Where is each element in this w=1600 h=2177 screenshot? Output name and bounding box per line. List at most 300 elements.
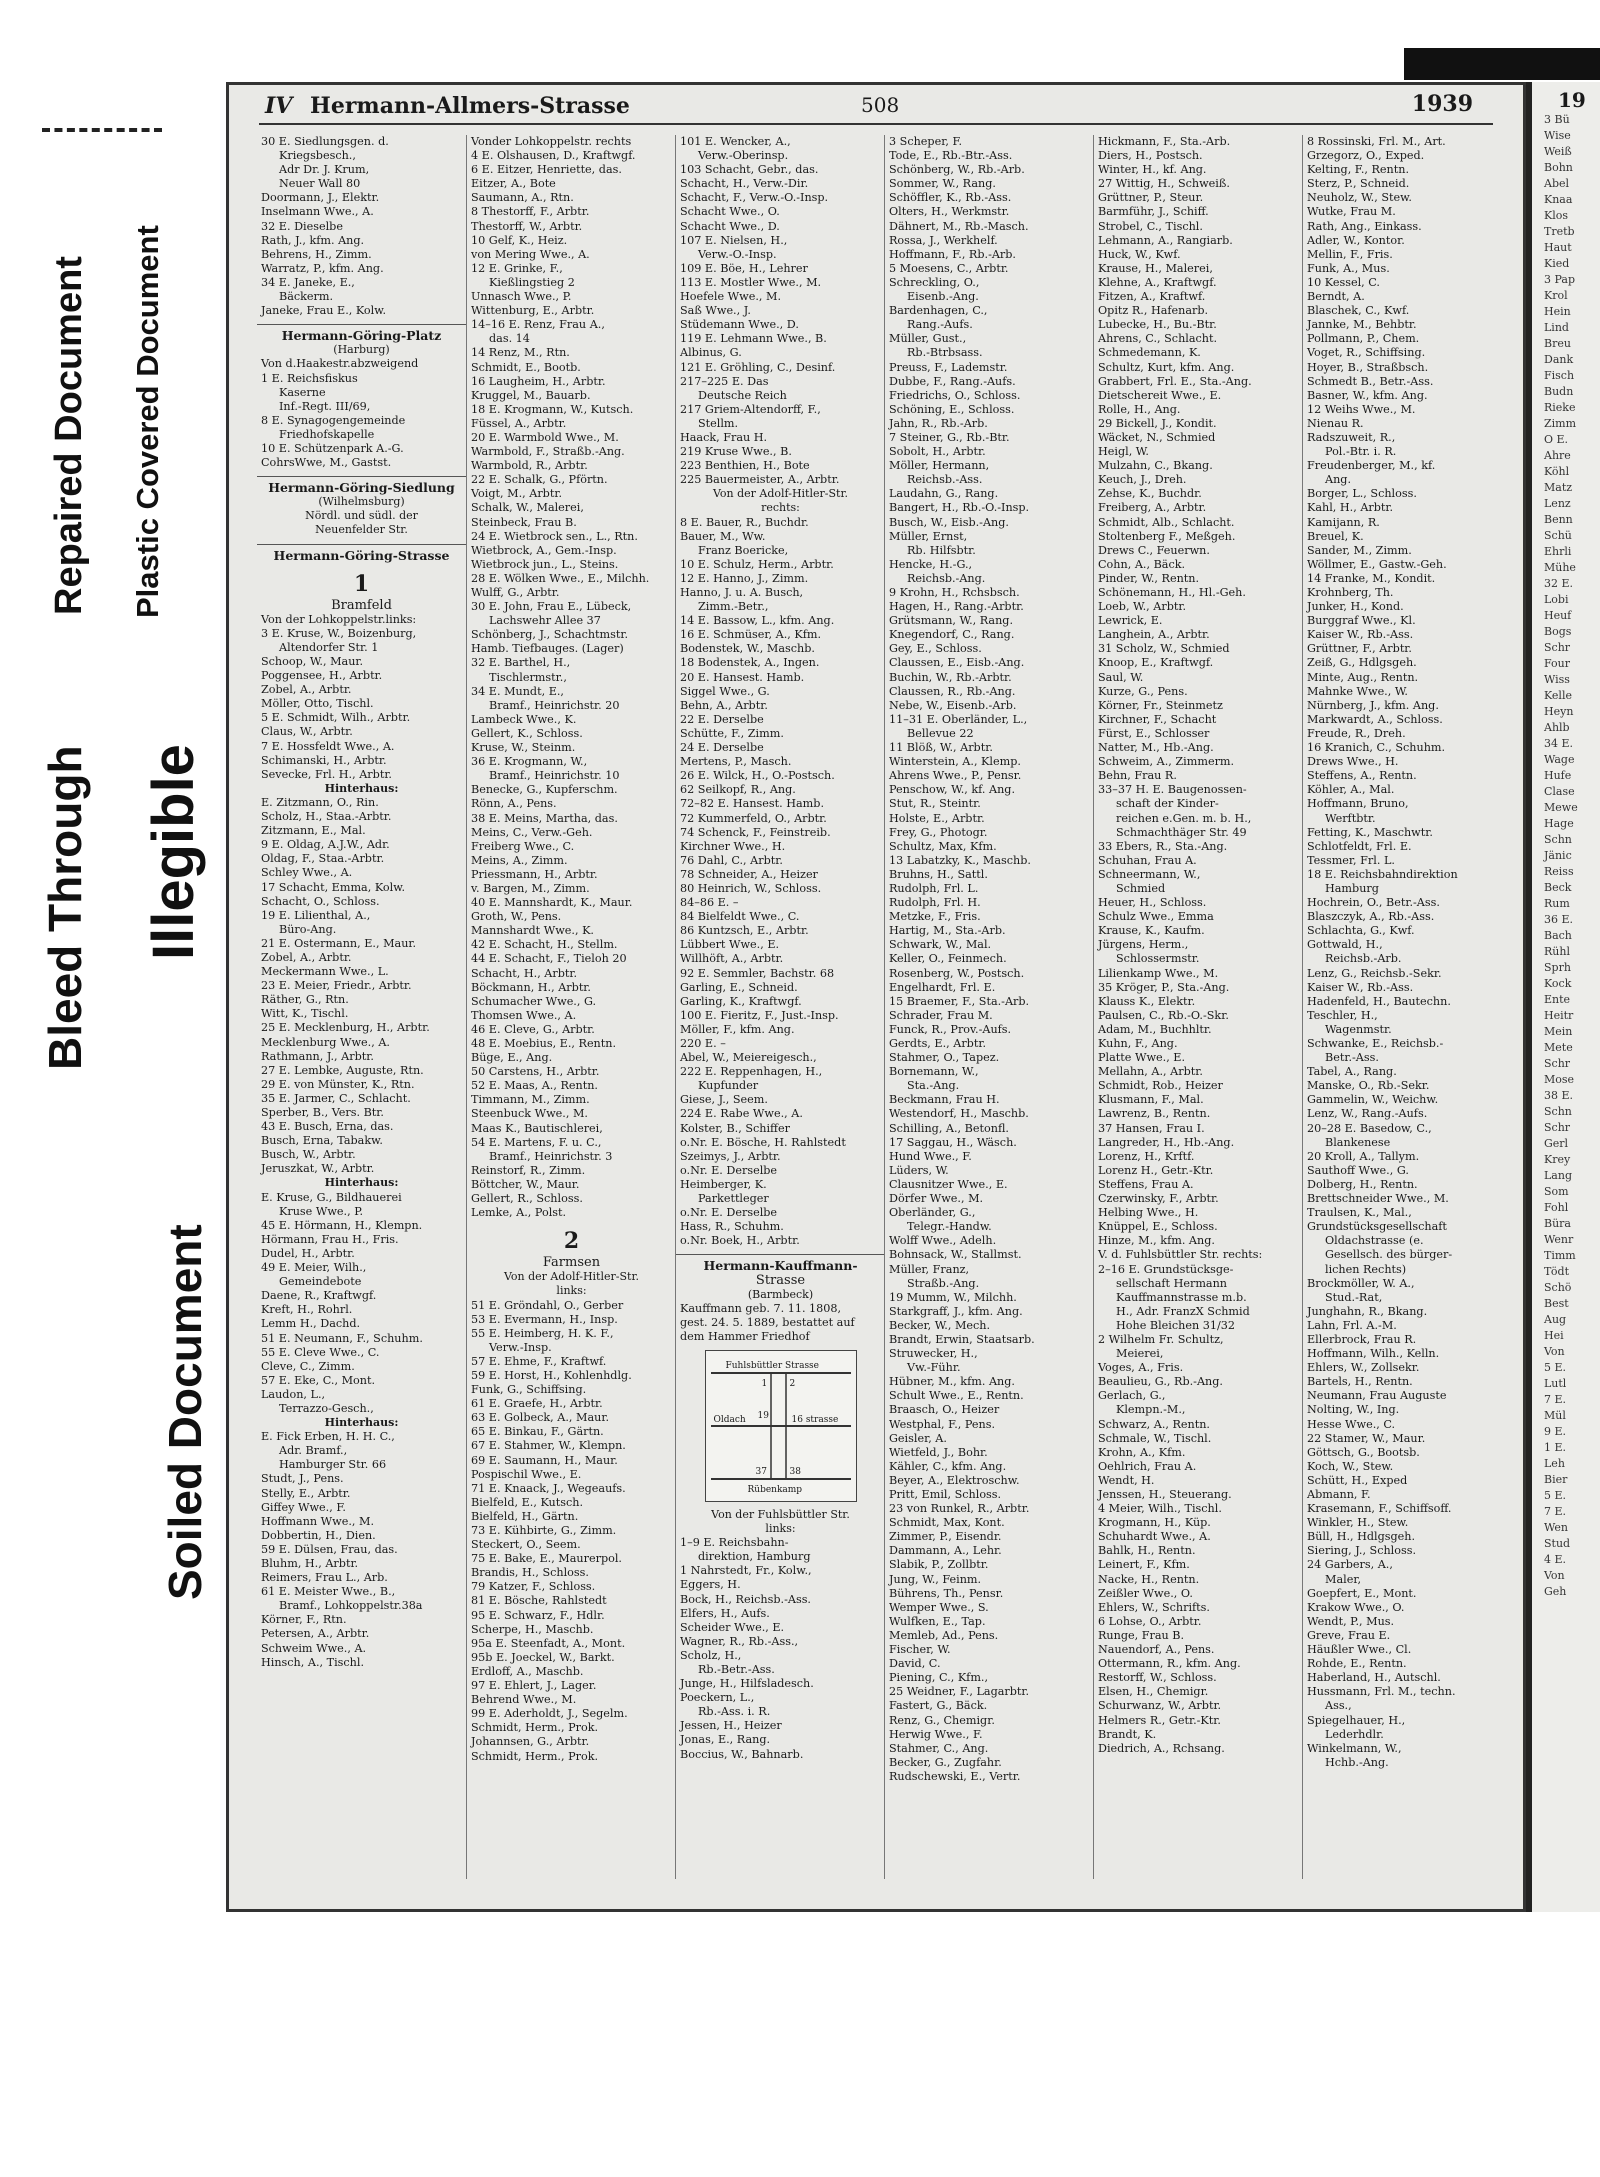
directory-entry: 25 E. Mecklenburg, H., Arbtr. <box>261 1021 430 1035</box>
directory-column-4 <box>884 135 1094 1879</box>
adjacent-page-line: Heyn <box>1544 705 1574 718</box>
directory-entry: Dähnert, M., Rb.-Masch. <box>889 219 1029 233</box>
directory-entry: 35 Kröger, P., Sta.-Ang. <box>1098 980 1230 994</box>
adjacent-page-line: Wiss <box>1544 673 1570 686</box>
directory-entry: Böttcher, W., Maur. <box>471 1177 580 1191</box>
directory-column-3 <box>675 135 885 1879</box>
directory-entry: Berndt, A. <box>1307 290 1365 304</box>
directory-entry: 13 Labatzky, K., Maschb. <box>889 853 1031 867</box>
adjacent-page-line: Mete <box>1544 1041 1573 1054</box>
directory-entry: 224 E. Rabe Wwe., A. <box>680 1107 803 1121</box>
directory-entry: 61 E. Graefe, H., Arbtr. <box>471 1397 603 1411</box>
adjacent-page-line: Budn <box>1544 385 1574 398</box>
directory-entry: Timmann, M., Zimm. <box>471 1093 590 1107</box>
directory-entry: Ahrens, C., Schlacht. <box>1098 332 1218 346</box>
adjacent-page-line: Mewe <box>1544 801 1578 814</box>
directory-entry: Schwark, W., Mal. <box>889 938 992 952</box>
directory-entry: Warmbold, R., Arbtr. <box>471 459 588 473</box>
directory-column-6 <box>1302 135 1512 1879</box>
adjacent-page-line: Krol <box>1544 289 1568 302</box>
directory-entry: 7 E. Hossfeldt Wwe., A. <box>261 739 395 753</box>
adjacent-page-line: Four <box>1544 657 1570 670</box>
directory-entry: Breuel, K. <box>1307 529 1364 543</box>
directory-entry: Junghahn, R., Bkang. <box>1307 1304 1428 1318</box>
directory-entry: Büro-Ang. <box>279 922 337 936</box>
directory-column-2 <box>466 135 676 1879</box>
adjacent-page-line: 9 E. <box>1544 1425 1567 1438</box>
district-number: 2 <box>563 1228 580 1255</box>
directory-entry: Dörfer Wwe., M. <box>889 1192 984 1206</box>
directory-entry: Kauffmann geb. 7. 11. 1808, <box>680 1301 842 1315</box>
directory-entry: Tischlermstr., <box>489 670 567 684</box>
directory-entry: Renz, G., Chemigr. <box>889 1713 995 1727</box>
directory-entry: 103 Schacht, Gebr., das. <box>680 163 819 177</box>
street-title: Hermann-Allmers-Strasse <box>310 93 630 119</box>
directory-entry: Pol.-Btr. i. R. <box>1325 445 1397 459</box>
directory-entry: Hartig, M., Sta.-Arb. <box>889 924 1006 938</box>
directory-entry: Knüppel, E., Schloss. <box>1098 1220 1218 1234</box>
directory-entry: Kelting, F., Rentn. <box>1307 163 1410 177</box>
directory-entry: Winter, H., kf. Ang. <box>1098 163 1207 177</box>
directory-entry: 62 Seilkopf, R., Ang. <box>680 783 796 797</box>
directory-entry: 33 Ebers, R., Sta.-Ang. <box>1098 839 1228 853</box>
hinterhaus-heading: Hinterhaus: <box>324 1416 399 1430</box>
directory-entry: Adr. Bramf., <box>279 1444 348 1458</box>
directory-entry: Oldachstrasse (e. <box>1325 1234 1424 1248</box>
street-heading: Hermann-Göring-Platz <box>257 324 466 343</box>
directory-entry: 81 E. Bösche, Rahlstedt <box>471 1594 607 1608</box>
district-name: Bramfeld <box>331 597 392 613</box>
directory-entry: Schulz Wwe., Emma <box>1098 910 1214 924</box>
directory-entry: Claussen, R., Rb.-Ang. <box>889 684 1016 698</box>
directory-entry: Herwig Wwe., F. <box>889 1727 983 1741</box>
directory-entry: Ellerbrock, Frau R. <box>1307 1332 1417 1346</box>
adjacent-page-line: Hei <box>1544 1329 1564 1342</box>
directory-entry: 222 E. Reppenhagen, H., <box>680 1065 823 1079</box>
directory-entry: 79 Katzer, F., Schloss. <box>471 1580 596 1594</box>
directory-entry: Schult Wwe., E., Rentn. <box>889 1389 1024 1403</box>
directory-entry: 72–82 E. Hansest. Hamb. <box>680 797 824 811</box>
directory-entry: Franz Boericke, <box>698 543 789 557</box>
directory-entry: Schweim, A., Zimmerm. <box>1098 755 1235 769</box>
adjacent-page-line: Bogs <box>1544 625 1572 638</box>
directory-entry: Giese, J., Seem. <box>680 1093 768 1107</box>
adjacent-page-line: Von <box>1544 1569 1565 1582</box>
directory-entry: 69 E. Saumann, H., Maur. <box>471 1453 618 1467</box>
directory-entry: Verw.-Insp. <box>489 1340 552 1354</box>
directory-entry: 113 E. Mostler Wwe., M. <box>680 275 822 289</box>
directory-entry: Schmedemann, K. <box>1098 346 1201 360</box>
adjacent-page-line: Schr <box>1544 1121 1571 1134</box>
directory-entry: Möller, F., kfm. Ang. <box>680 1022 795 1036</box>
directory-entry: Teschler, H., <box>1307 1008 1378 1022</box>
directory-entry: Kolster, B., Schiffer <box>680 1121 790 1135</box>
directory-entry: Czerwinsky, F., Arbtr. <box>1098 1192 1219 1206</box>
adjacent-page-line: Rum <box>1544 897 1570 910</box>
directory-entry: Claus, W., Arbtr. <box>261 725 353 739</box>
street-map <box>705 1350 857 1502</box>
directory-entry: Oehlrich, Frau A. <box>1098 1459 1197 1473</box>
directory-entry: Heigl, W. <box>1098 445 1149 459</box>
adjacent-page-line: Clase <box>1544 785 1575 798</box>
directory-entry: Reimers, Frau L., Arb. <box>261 1571 388 1585</box>
directory-entry: Opitz R., Hafenarb. <box>1098 304 1209 318</box>
directory-entry: Ang. <box>1325 473 1352 487</box>
directory-entry: Kriegsbesch., <box>279 149 356 163</box>
directory-entry: Keller, O., Feinmech. <box>889 952 1007 966</box>
directory-entry: Wietbrock jun., L., Steins. <box>471 557 619 571</box>
directory-entry: Borger, L., Schloss. <box>1307 487 1417 501</box>
directory-entry: Basner, W., kfm. Ang. <box>1307 388 1428 402</box>
directory-entry: Sander, M., Zimm. <box>1307 543 1412 557</box>
directory-entry: 3 E. Kruse, W., Boizenburg, <box>261 626 417 640</box>
directory-entry: Schmied <box>1116 881 1166 895</box>
directory-entry: Hamb. Tiefbauges. (Lager) <box>471 642 624 656</box>
directory-entry: 59 E. Dülsen, Frau, das. <box>261 1542 398 1556</box>
directory-entry: Jung, W., Feinm. <box>889 1572 982 1586</box>
adjacent-page-line: 3 Bü <box>1544 113 1570 126</box>
adjacent-page-line: Stud <box>1544 1537 1571 1550</box>
directory-entry: Blaszczyk, A., Rb.-Ass. <box>1307 910 1435 924</box>
adjacent-page-line: Lobi <box>1544 593 1569 606</box>
directory-entry: Lemke, A., Polst. <box>471 1206 567 1220</box>
directory-entry: 4 Meier, Wilh., Tischl. <box>1098 1502 1222 1516</box>
adjacent-page-line: Reiss <box>1544 865 1574 878</box>
directory-entry: Gesellsch. des bürger- <box>1325 1248 1453 1262</box>
directory-entry: Steinbeck, Frau B. <box>471 515 577 529</box>
directory-entry: Pritt, Emil, Schloss. <box>889 1488 1002 1501</box>
directory-entry: Mellin, F., Fris. <box>1307 247 1393 261</box>
directory-entry: Behrens, H., Zimm. <box>261 247 372 261</box>
directory-entry: Schütt, H., Exped <box>1307 1473 1408 1487</box>
directory-entry: 20–28 E. Basedow, C., <box>1307 1121 1432 1135</box>
adjacent-page-line: Zimm <box>1544 417 1577 430</box>
directory-entry: Schmidt, Herm., Prok. <box>471 1721 599 1735</box>
map-label-n2: 2 <box>789 1378 796 1389</box>
directory-entry: Kießlingstieg 2 <box>489 275 575 289</box>
directory-entry: Helbing Wwe., H. <box>1098 1206 1199 1220</box>
hinterhaus-heading: Hinterhaus: <box>324 781 399 795</box>
directory-entry: Kähler, C., kfm. Ang. <box>889 1459 1007 1473</box>
adjacent-page-line: 7 E. <box>1544 1393 1567 1406</box>
directory-entry: Eggers, H. <box>680 1578 741 1592</box>
directory-entry: Clausnitzer Wwe., E. <box>889 1177 1008 1191</box>
directory-entry: Hübner, M., kfm. Ang. <box>889 1375 1015 1389</box>
year: 1939 <box>1411 91 1473 117</box>
directory-entry: 26 E. Wilck, H., O.-Postsch. <box>680 769 835 783</box>
directory-entry: Kaiser W., Rb.-Ass. <box>1307 980 1414 994</box>
directory-entry: Büge, E., Ang. <box>471 1051 553 1065</box>
adjacent-page-line: Klos <box>1544 209 1569 222</box>
directory-entry: Hamburg <box>1325 881 1379 895</box>
directory-entry: Meierei, <box>1116 1347 1164 1361</box>
directory-entry: Kupfunder <box>698 1079 759 1093</box>
adjacent-page-header: 19 <box>1558 88 1586 112</box>
directory-entry: reichen e.Gen. m. b. H., <box>1116 811 1252 825</box>
directory-entry: Westphal, F., Pens. <box>889 1417 996 1431</box>
adjacent-page-line: Lind <box>1544 321 1569 334</box>
directory-entry: Krasemann, F., Schiffsoff. <box>1307 1502 1452 1516</box>
directory-entry: Fastert, G., Bäck. <box>889 1699 988 1713</box>
directory-entry: Lachswehr Allee 37 <box>489 614 601 628</box>
directory-entry: 16 E. Schmüser, A., Kfm. <box>680 628 822 642</box>
directory-entry: schaft der Kinder- <box>1116 797 1219 811</box>
directory-entry: Brandt, K. <box>1098 1727 1157 1741</box>
directory-entry: Hamburger Str. 66 <box>279 1458 387 1472</box>
directory-entry: Wendt, P., Mus. <box>1307 1614 1395 1628</box>
adjacent-page-line: Best <box>1544 1297 1569 1310</box>
directory-entry: Hussmann, Frl. M., techn. <box>1307 1685 1456 1699</box>
directory-entry: Unnasch Wwe., P. <box>471 290 572 304</box>
directory-entry: Terrazzo-Gesch., <box>279 1401 374 1415</box>
directory-entry: Bramf., Heinrichstr. 10 <box>489 769 620 783</box>
directory-entry: CohrsWwe, M., Gastst. <box>261 456 392 470</box>
directory-entry: Hchb.-Ang. <box>1325 1755 1389 1769</box>
directory-entry: 32 E. Barthel, H., <box>471 656 571 670</box>
adjacent-page-line: Dank <box>1544 353 1574 366</box>
directory-entry: Parkettleger <box>698 1192 769 1206</box>
directory-entry: Benecke, G., Kupferschm. <box>471 783 618 797</box>
directory-entry: Strobel, C., Tischl. <box>1098 219 1203 233</box>
map-label-n38: 38 <box>789 1466 801 1477</box>
margin-dash-marks <box>42 128 162 136</box>
directory-entry: Hickmann, F., Sta.-Arb. <box>1098 135 1231 148</box>
adjacent-page-line: Timm <box>1544 1249 1576 1262</box>
directory-entry: Friedrichs, O., Schloss. <box>889 388 1021 402</box>
directory-entry: Neuer Wall 80 <box>279 177 361 191</box>
directory-entry: 8 Rossinski, Frl. M., Art. <box>1307 135 1446 148</box>
adjacent-page-line: Von <box>1544 1345 1565 1358</box>
directory-entry: Dietschereit Wwe., E. <box>1098 388 1222 402</box>
directory-entry: Johannsen, G., Arbtr. <box>471 1735 590 1749</box>
directory-entry: Schrader, Frau M. <box>889 1008 993 1022</box>
directory-entry: Junge, H., Hilfsladesch. <box>680 1677 814 1691</box>
directory-entry: Beyer, A., Elektroschw. <box>889 1473 1020 1487</box>
street-subheading: Von der Adolf-Hitler-Str. <box>503 1270 639 1284</box>
adjacent-page-line: Rühl <box>1544 945 1570 958</box>
directory-entry: Betr.-Ass. <box>1325 1051 1379 1065</box>
directory-entry: Bohnsack, W., Stallmst. <box>889 1248 1022 1262</box>
directory-entry: 95 E. Schwarz, F., Hdlr. <box>471 1608 605 1622</box>
adjacent-page-line: Breu <box>1544 337 1571 350</box>
adjacent-page-line: Aug <box>1544 1313 1567 1326</box>
directory-entry: Klauss K., Elektr. <box>1098 994 1196 1008</box>
directory-entry: 22 E. Derselbe <box>680 712 764 726</box>
directory-entry: Loeb, W., Arbtr. <box>1098 600 1187 614</box>
directory-entry: Warmbold, F., Straßb.-Ang. <box>471 445 625 459</box>
directory-entry: Stellm. <box>698 416 739 430</box>
directory-entry: 25 Weidner, F., Lagarbtr. <box>889 1685 1030 1699</box>
directory-entry: Schacht, H., Arbtr. <box>471 966 578 980</box>
directory-entry: Zimmer, P., Eisendr. <box>889 1530 1002 1544</box>
directory-entry: 23 E. Meier, Friedr., Arbtr. <box>261 979 412 993</box>
directory-entry: Verw.-Oberinsp. <box>698 149 789 163</box>
directory-entry: Laudon, L., <box>261 1387 326 1401</box>
directory-entry: Klempn.-M., <box>1116 1403 1186 1417</box>
directory-entry: Grüttner, F., Arbtr. <box>1307 642 1412 656</box>
district-name: Strasse <box>755 1272 806 1288</box>
directory-entry: 38 E. Meins, Martha, das. <box>471 811 618 825</box>
directory-entry: Koch, W., Stew. <box>1307 1459 1394 1473</box>
directory-entry: Reichsb.-Ass. <box>907 473 983 487</box>
directory-entry: 84–86 E. – <box>680 896 739 910</box>
directory-entry: Dudel, H., Arbtr. <box>261 1246 355 1260</box>
directory-entry: 18 Bodenstek, A., Ingen. <box>680 656 820 670</box>
directory-entry: Stahmer, C., Ang. <box>889 1741 989 1755</box>
directory-entry: 2 Wilhelm Fr. Schultz, <box>1098 1332 1224 1346</box>
directory-entry: Schlotfeldt, Frl. E. <box>1307 839 1412 853</box>
adjacent-page-line: Ehrli <box>1544 545 1572 558</box>
directory-entry: Bramf., Heinrichstr. 20 <box>489 698 620 712</box>
directory-entry: Stahmer, O., Tapez. <box>889 1051 1000 1065</box>
directory-entry: v. Bargen, M., Zimm. <box>471 881 590 895</box>
directory-entry: Reichsb.-Arb. <box>1325 952 1402 966</box>
directory-entry: Schöffler, K., Rb.-Ass. <box>889 191 1012 205</box>
district-name: Farmsen <box>542 1255 601 1271</box>
directory-entry: 14 E. Bassow, L., kfm. Ang. <box>680 614 835 628</box>
directory-entry: Bangert, H., Rb.-O.-Insp. <box>889 501 1030 515</box>
directory-entry: Dammann, A., Lehr. <box>889 1544 1002 1558</box>
directory-entry: Grundstücksgesellschaft <box>1307 1220 1447 1234</box>
adjacent-page-line: Büra <box>1544 1217 1571 1230</box>
directory-entry: 1–9 E. Reichsbahn- <box>680 1536 789 1550</box>
directory-entry: Rb. Hilfsbtr. <box>907 543 976 557</box>
adjacent-page-line: Weiß <box>1544 145 1572 158</box>
directory-entry: 219 Kruse Wwe., B. <box>680 445 792 459</box>
directory-entry: 6 Lohse, O., Arbtr. <box>1098 1614 1202 1628</box>
directory-entry: Möller, Otto, Tischl. <box>261 697 374 711</box>
adjacent-page-line: Matz <box>1544 481 1573 494</box>
directory-entry: Siering, J., Schloss. <box>1307 1544 1417 1558</box>
directory-entry: Daene, R., Kraftwgf. <box>261 1289 377 1303</box>
directory-entry: Lawrenz, B., Rentn. <box>1098 1107 1211 1121</box>
directory-entry: Lemm H., Dachd. <box>261 1317 361 1331</box>
directory-entry: Freudenberger, M., kf. <box>1307 459 1436 473</box>
adjacent-page-line: Ente <box>1544 993 1571 1006</box>
directory-entry: Kuhn, F., Ang. <box>1098 1037 1178 1050</box>
adjacent-page-line: 3 Pap <box>1544 273 1576 286</box>
directory-entry: Saß Wwe., J. <box>680 304 751 318</box>
directory-entry: Gerlach, G., <box>1098 1389 1166 1403</box>
directory-entry: 33–37 H. E. Baugenossen- <box>1098 783 1247 797</box>
directory-entry: Hoffmann, Wilh., Kelln. <box>1307 1347 1440 1361</box>
directory-entry: 78 Schneider, A., Heizer <box>680 867 818 881</box>
directory-entry: Steckert, O., Seem. <box>471 1538 581 1552</box>
directory-entry: Bramf., Lohkoppelstr.38a <box>279 1599 423 1613</box>
directory-entry: Jessen, H., Heizer <box>680 1719 782 1733</box>
label-plastic-covered: Plastic Covered Document <box>130 225 165 618</box>
directory-entry: Jannke, M., Behbtr. <box>1307 318 1417 332</box>
directory-entry: Nacke, H., Rentn. <box>1098 1572 1200 1586</box>
directory-entry: Pinder, W., Rentn. <box>1098 571 1200 585</box>
directory-entry: 86 Kuntzsch, E., Arbtr. <box>680 924 809 938</box>
directory-entry: 45 E. Hörmann, H., Klempn. <box>261 1218 423 1232</box>
directory-entry: 24 Garbers, A., <box>1307 1558 1393 1572</box>
directory-entry: Brettschneider Wwe., M. <box>1307 1192 1449 1206</box>
adjacent-page-line: Ahre <box>1544 449 1571 462</box>
directory-entry: 76 Dahl, C., Arbtr. <box>680 853 783 867</box>
directory-entry: Claussen, E., Eisb.-Ang. <box>889 656 1025 670</box>
directory-entry: 11 Blöß, W., Arbtr. <box>889 741 993 755</box>
directory-entry: Drews C., Feuerwn. <box>1098 543 1210 557</box>
map-label-n1: 1 <box>761 1378 768 1389</box>
directory-entry: 92 E. Semmler, Bachstr. 68 <box>680 966 835 980</box>
directory-entry: 6 E. Eitzer, Henriette, das. <box>471 163 622 177</box>
directory-entry: Thestorff, W., Arbtr. <box>471 219 583 233</box>
directory-entry: 71 E. Knaack, J., Wegeaufs. <box>471 1481 626 1495</box>
directory-entry: Rönn, A., Pens. <box>471 797 557 811</box>
directory-entry: Schacht, H., Verw.-Dir. <box>680 177 809 191</box>
street-subheading: links: <box>765 1522 796 1536</box>
header-left <box>265 93 630 119</box>
adjacent-page-line: Hufe <box>1544 769 1572 782</box>
directory-entry: Busch, Erna, Tabakw. <box>261 1134 383 1148</box>
directory-entry: E. Zitzmann, O., Rin. <box>261 795 379 809</box>
adjacent-page-line: Knaa <box>1544 193 1573 206</box>
directory-entry: Mecklenburg Wwe., A. <box>261 1035 390 1049</box>
directory-entry: 30 E. Siedlungsgen. d. <box>261 135 389 148</box>
directory-entry: Schmedt B., Betr.-Ass. <box>1307 374 1434 388</box>
directory-entry: o.Nr. E. Derselbe <box>680 1206 778 1220</box>
directory-entry: Hoffmann, F., Rb.-Arb. <box>889 247 1016 261</box>
directory-entry: 9 E. Oldag, A.J.W., Adr. <box>261 838 390 852</box>
directory-entry: 10 E. Schulz, Herm., Arbtr. <box>680 557 834 571</box>
street-subheading: (Harburg) <box>333 343 390 357</box>
directory-entry: 32 E. Dieselbe <box>261 219 343 233</box>
adjacent-page-strip <box>1526 82 1600 1912</box>
directory-entry: Ehlers, W., Zollsekr. <box>1307 1361 1420 1375</box>
directory-entry: Studt, J., Pens. <box>261 1472 344 1486</box>
directory-entry: Wemper Wwe., S. <box>889 1600 989 1614</box>
directory-entry: Bührens, Th., Pensr. <box>889 1586 1004 1600</box>
directory-entry: Schimanski, H., Arbtr. <box>261 753 387 767</box>
directory-entry: 75 E. Bake, E., Maurerpol. <box>471 1552 622 1566</box>
adjacent-page-line: 1 E. <box>1544 1441 1567 1454</box>
directory-entry: Ottermann, R., kfm. Ang. <box>1098 1657 1241 1671</box>
directory-entry: Ass., <box>1325 1699 1352 1713</box>
directory-entry: Hass, R., Schuhm. <box>680 1220 784 1234</box>
directory-entry: Meins, A., Zimm. <box>471 853 568 867</box>
adjacent-page-line: Heuf <box>1544 609 1572 622</box>
directory-entry: Wendt, H. <box>1098 1473 1155 1487</box>
directory-entry: Körner, Fr., Steinmetz <box>1098 698 1223 712</box>
directory-entry: Diers, H., Postsch. <box>1098 149 1203 163</box>
directory-entry: Penschow, W., kf. Ang. <box>889 783 1016 797</box>
directory-entry: Lilienkamp Wwe., M. <box>1098 966 1219 980</box>
directory-entry: 225 Bauermeister, A., Arbtr. <box>680 473 840 487</box>
directory-entry: 12 Weihs Wwe., M. <box>1307 402 1416 416</box>
adjacent-page-line: Mein <box>1544 1025 1573 1038</box>
directory-entry: Werftbtr. <box>1325 811 1376 825</box>
directory-entry: Witt, K., Tischl. <box>261 1007 349 1021</box>
directory-entry: Müller, Ernst, <box>889 529 968 543</box>
street-subheading: (Wilhelmsburg) <box>318 495 405 509</box>
adjacent-page-line: Mose <box>1544 1073 1575 1086</box>
directory-entry: Sommer, W., Rang. <box>889 177 996 191</box>
directory-entry: Gottwald, H., <box>1307 938 1383 952</box>
directory-entry: Rossa, J., Werkhelf. <box>889 233 998 247</box>
directory-entry: Adr Dr. J. Krum, <box>279 163 370 177</box>
directory-entry: Bodenstek, W., Maschb. <box>680 642 815 656</box>
directory-entry: Hesse Wwe., C. <box>1307 1417 1396 1431</box>
map-label-top: Fuhlsbüttler Strasse <box>725 1360 820 1371</box>
directory-entry: Bartels, H., Rentn. <box>1307 1375 1413 1389</box>
adjacent-page-line: Gerl <box>1544 1137 1569 1150</box>
adjacent-page-line: Abel <box>1544 177 1570 190</box>
adjacent-page-line: Hein <box>1544 305 1571 318</box>
directory-entry: Heuer, H., Schloss. <box>1098 896 1207 910</box>
directory-entry: Sperber, B., Vers. Btr. <box>261 1106 384 1119</box>
